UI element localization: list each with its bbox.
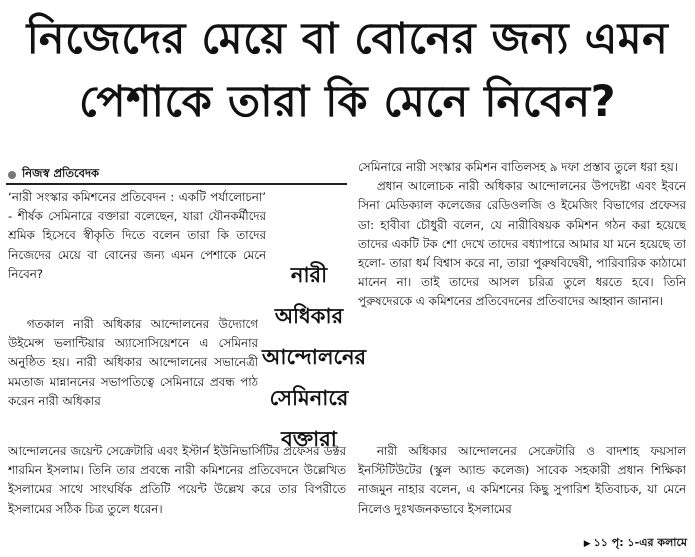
- paragraph-intro: ‘নারী সংস্কার কমিশনের প্রতিবেদন : একটি পর্যালোচনা’ - শীর্ষক সেমিনারে বক্তারা বলেছেন, যারা যৌনকর্মীদের শ্রমিক হিসেবে স্বীকৃতি দিতে বলেন তারা কি তাদের নিজেদের মেয়ে বা বোনের জন্য এমন পেশাকে মেনে নিবেন?: [8, 190, 266, 281]
- paragraph-event: গতকাল নারী অধিকার আন্দোলনের উদ্যোগে উইমেন্স ভলান্টিয়ার অ্যাসোসিয়েশনে এ সেমিনার অনুষ্ঠিত হয়। নারী অধিকার আন্দোলনের সভানেত্রী মমতাজ মান্নাননের সভাপতিত্বে সেমিনারে প্রবন্ধ পাঠ করেন নারী অধিকার: [8, 317, 258, 408]
- paragraph-event-continued: আন্দোলনের জয়েন্ট সেক্রেটারি এবং ইস্টার্ন ইউনিভার্সিটির প্রফেসর ডক্টর শারমিন ইসলাম। তিনি তার প্রবন্ধে নারী কমিশনের প্রতিবেদনে উল্লেখিত ইসলামের সাথে সাংঘর্ষিক প্রতিটি পয়েন্ট উল্লেখ করে তার বিপরীতে ইসলামের সঠিক চিত্র তুলে ধরেন।: [8, 444, 346, 516]
- byline: [8, 165, 348, 184]
- pull-quote-line: নারী অধিকার: [274, 263, 344, 328]
- byline-rule: [6, 183, 347, 185]
- article-column-left-top: [8, 188, 266, 314]
- paragraph-proposals: সেমিনারে নারী সংস্কার কমিশন বাতিলসহ ৯ দফা প্রস্তাব তুলে ধরা হয়।: [358, 160, 678, 174]
- headline-line-2: পেশাকে তারা কি মেনে নিবেন?: [78, 77, 617, 127]
- paragraph-chief-discussant: প্রধান আলোচক নারী অধিকার আন্দোলনের উপদেষ্টা এবং ইবনে সিনা মেডিক্যাল কলেজের রেডিওলজি ও ইমেজিং বিভাগের প্রফেসর ডা: হাবীবা চৌধুরী বলেন, যে নারীবিষয়ক কমিশন গঠন করা হয়েছে তাদের একটি টক শো দেখে তাদের বধ্যাপারে আমার যা মনে হয়েছে তা হলো- তারা ধর্ম বিশ্বাস করে না, তারা পুরুষবিদ্বেষী, পারিবারিক কাঠামো মানেন না। তাই তাদের আসল চরিত্র তুলে ধরতে হবে। তিনি পুরুষদেরকে এ কমিশনের প্রতিবেদনের প্রতিবাদের আহ্বান জানান।: [358, 179, 686, 309]
- continuation-note: [580, 534, 687, 553]
- triangle-right-icon: ▶: [583, 538, 591, 549]
- bullet-icon: [8, 171, 16, 179]
- paragraph-secretary: নারী অধিকার আন্দোলনের সেক্রেটারি ও বাদশাহ ফয়সাল ইনস্টিটিউটের (স্কুল অ্যান্ড কলেজ) সাবেক সহকারী প্রধান শিক্ষিকা নাজমুন নাহার বলেন, এ কমিশনের কিছু সুপারিশ ইতিবাচক, যা মেনে নিলেও দুঃখজনকভাবে ইসলামের: [358, 444, 686, 516]
- pull-quote-line: আন্দোলনের: [262, 345, 367, 369]
- headline-line-1: নিজেদের মেয়ে বা বোনের জন্য এমন: [26, 14, 669, 64]
- continuation-text: ১১ পৃ: ১-এর কলামে: [593, 536, 687, 549]
- article-column-right-top: [358, 158, 686, 441]
- article-column-left-mid: [8, 315, 258, 440]
- article-column-left-bottom: [8, 442, 346, 557]
- headline: [0, 8, 695, 134]
- byline-text: নিজস্ব প্রতিবেদক: [22, 166, 100, 180]
- pull-quote-line: সেমিনারে: [269, 386, 349, 410]
- pull-quote-line: বক্তারা: [281, 427, 337, 451]
- pull-quote: [262, 255, 367, 460]
